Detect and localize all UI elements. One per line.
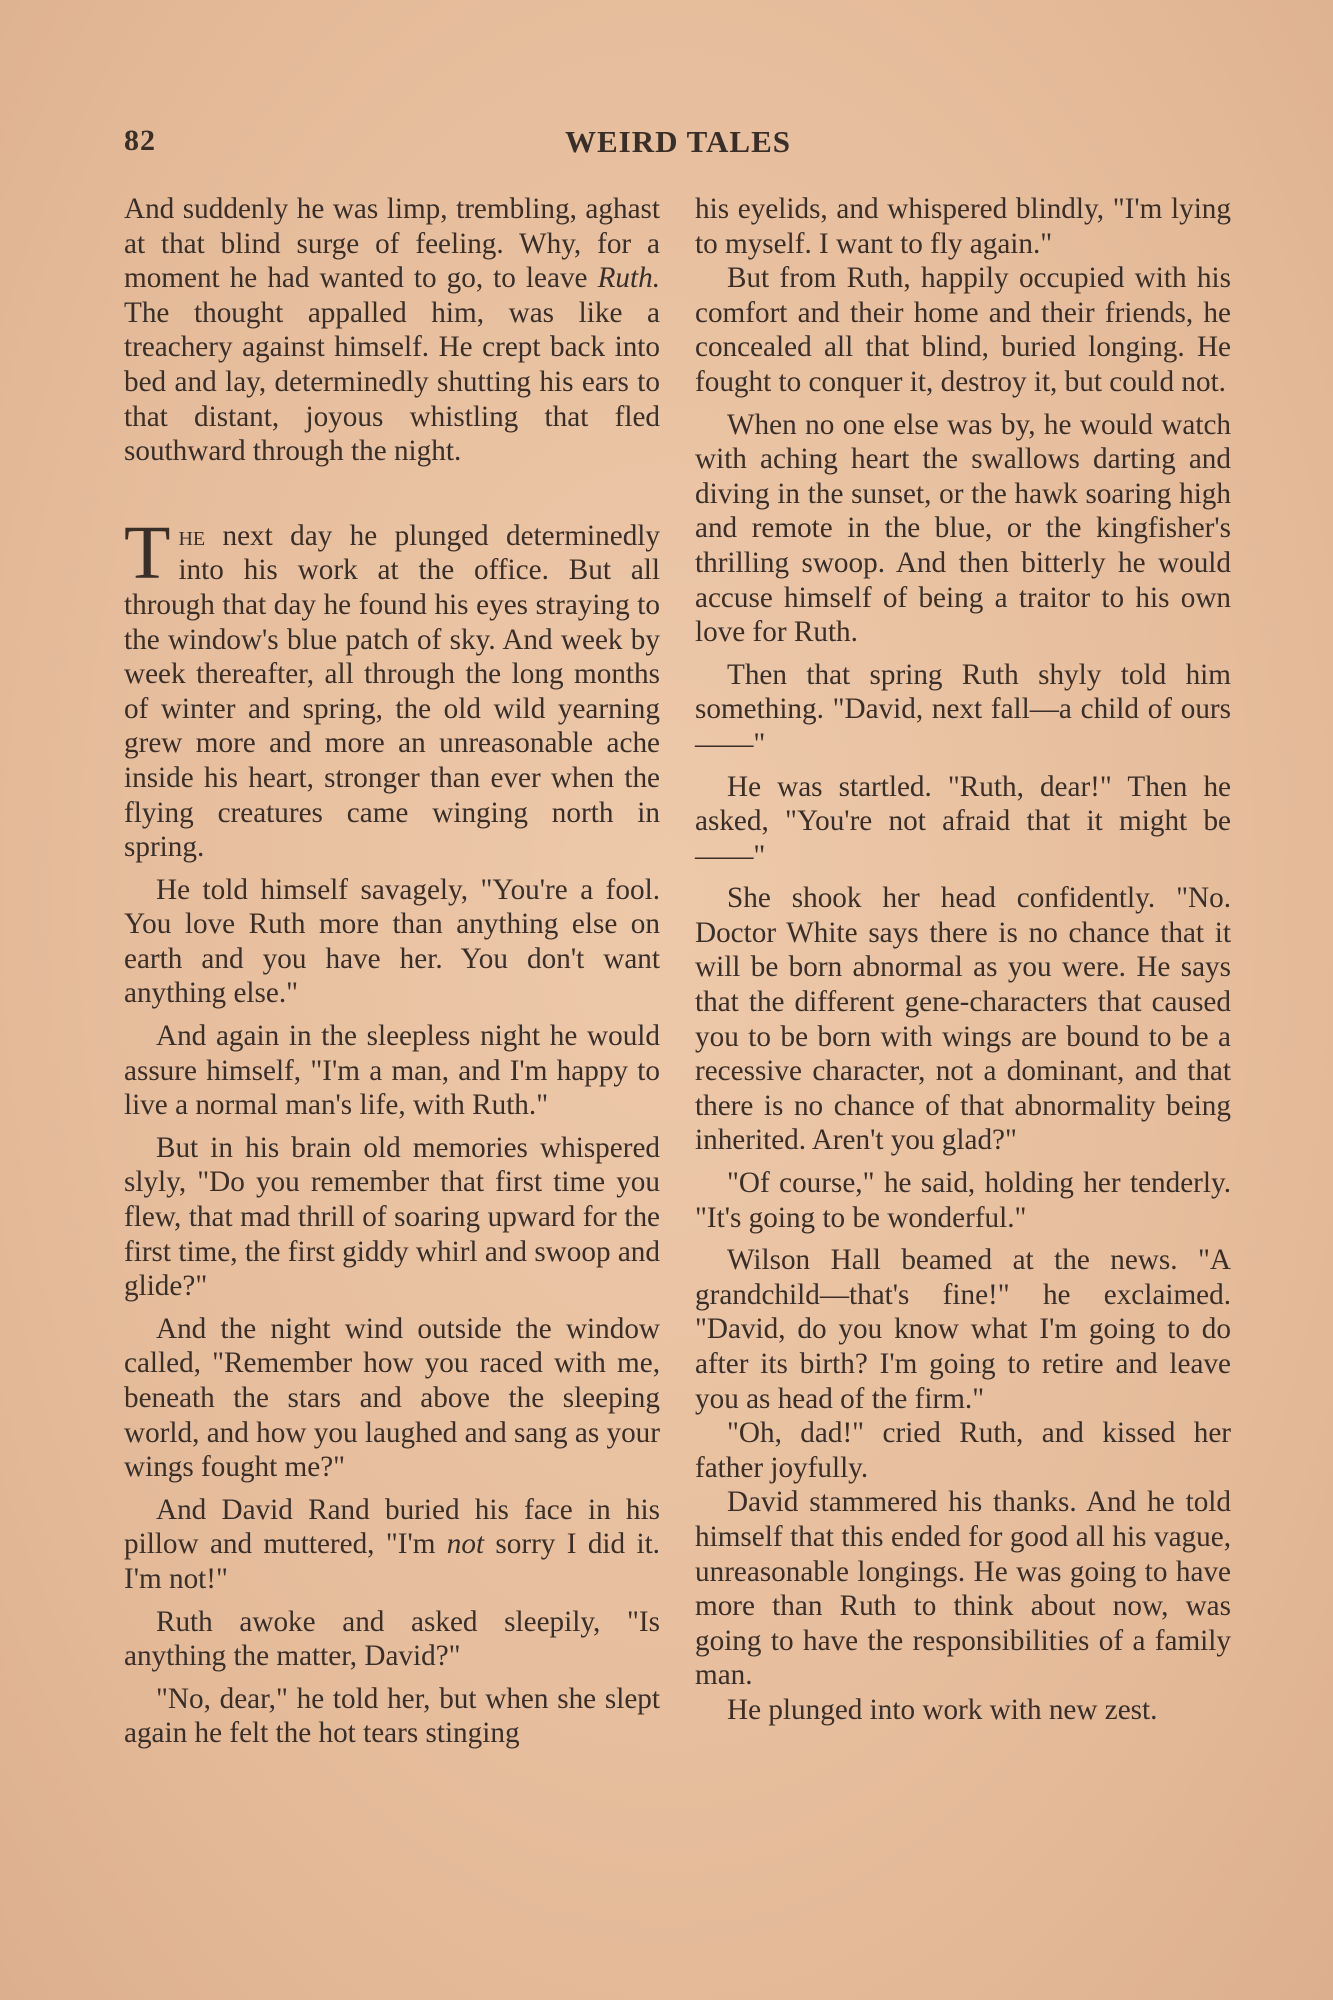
paragraph: But in his brain old memories whispered slyly, "Do you remember that first time you flew, that mad thrill of soaring upward for the first time, the first giddy whirl and swoop and glide?" (124, 1131, 660, 1303)
paragraph: He told himself savagely, "You're a fool. You love Ruth more than anything else on earth and you have her. You don't want anything else." (124, 873, 660, 1010)
page-number: 82 (124, 124, 156, 157)
page-header (124, 124, 1232, 164)
drop-cap: T (124, 510, 171, 595)
paragraph: And again in the sleepless night he would assure himself, "I'm a man, and I'm happy to live a normal man's life, with Ruth." (124, 1020, 660, 1122)
paragraph: his eyelids, and whispered blindly, "I'm lying to myself. I want to fly again." (695, 193, 1231, 260)
paragraph: Then that spring Ruth shyly told him something. "David, next fall—a child of ours——" (695, 658, 1231, 760)
paragraph: And David Rand buried his face in his pillow and muttered, "I'm not sorry I did it. I'm not!" (124, 1493, 660, 1595)
section-start-paragraph: The next day he plunged determinedly into his work at the office. But all through that day he found his eyes straying to the window's blue patch of sky. And week by week thereafter, all through the long months of winter and spring, the old wild yearning grew more and more an unreasonable ache inside his heart, stronger than ever when the flying creatures came winging north in spring. (124, 510, 660, 864)
paragraph: And the night wind outside the window called, "Remember how you raced with me, beneath the stars and above the sleeping world, and how you laughed and sang as your wings fought me?" (124, 1312, 660, 1484)
paragraph: David stammered his thanks. And he told himself that this ended for good all his vague, unreasonable longings. He was going to have more than Ruth to think about now, was going to have the responsibilities of a family man. (695, 1486, 1231, 1692)
paragraph: "Oh, dad!" cried Ruth, and kissed her father joyfully. (695, 1417, 1231, 1484)
running-head: WEIRD TALES (564, 124, 792, 159)
paragraph: She shook her head confidently. "No. Doctor White says there is no chance that it will be born abnormal as you were. He says that the different gene-characters that caused you to be born with wings are bound to be a recessive character, not a dominant, and that there is no chance of that abnormality being inherited. Aren't you glad?" (695, 882, 1231, 1157)
paragraph: Wilson Hall beamed at the news. "A grandchild—that's fine!" he exclaimed. "David, do you know what I'm going to do after its birth? I'm going to retire and leave you as head of the firm." (695, 1244, 1231, 1415)
paragraph: "Of course," he said, holding her tenderly. "It's going to be wonderful." (695, 1167, 1231, 1234)
paragraph: "No, dear," he told her, but when she slept again he felt the hot tears stinging (124, 1682, 660, 1750)
paragraph: When no one else was by, he would watch with aching heart the swallows darting and diving in the sunset, or the hawk soaring high and remote in the blue, or the kingfisher's thrilling swoop. And then bitterly he would accuse himself of being a traitor to his own love for Ruth. (695, 408, 1231, 649)
right-column (695, 192, 1231, 1728)
paragraph: He plunged into work with new zest. (727, 1693, 1158, 1726)
paragraph: And suddenly he was limp, trembling, aghast at that blind surge of feeling. Why, for a moment he had wanted to go, to leave Ruth. The thought appalled him, was like a treachery against himself. He crept back into bed and lay, determinedly shutting his ears to that distant, joyous whistling that fled southward through the night. (124, 193, 660, 468)
paragraph: He was startled. "Ruth, dear!" Then he asked, "You're not afraid that it might be——" (695, 770, 1231, 872)
left-column (124, 192, 660, 1751)
paragraph: Ruth awoke and asked sleepily, "Is anything the matter, David?" (124, 1605, 660, 1673)
paragraph: But from Ruth, happily occupied with his comfort and their home and their friends, he concealed all that blind, buried longing. He fought to conquer it, destroy it, but could not. (695, 262, 1231, 398)
